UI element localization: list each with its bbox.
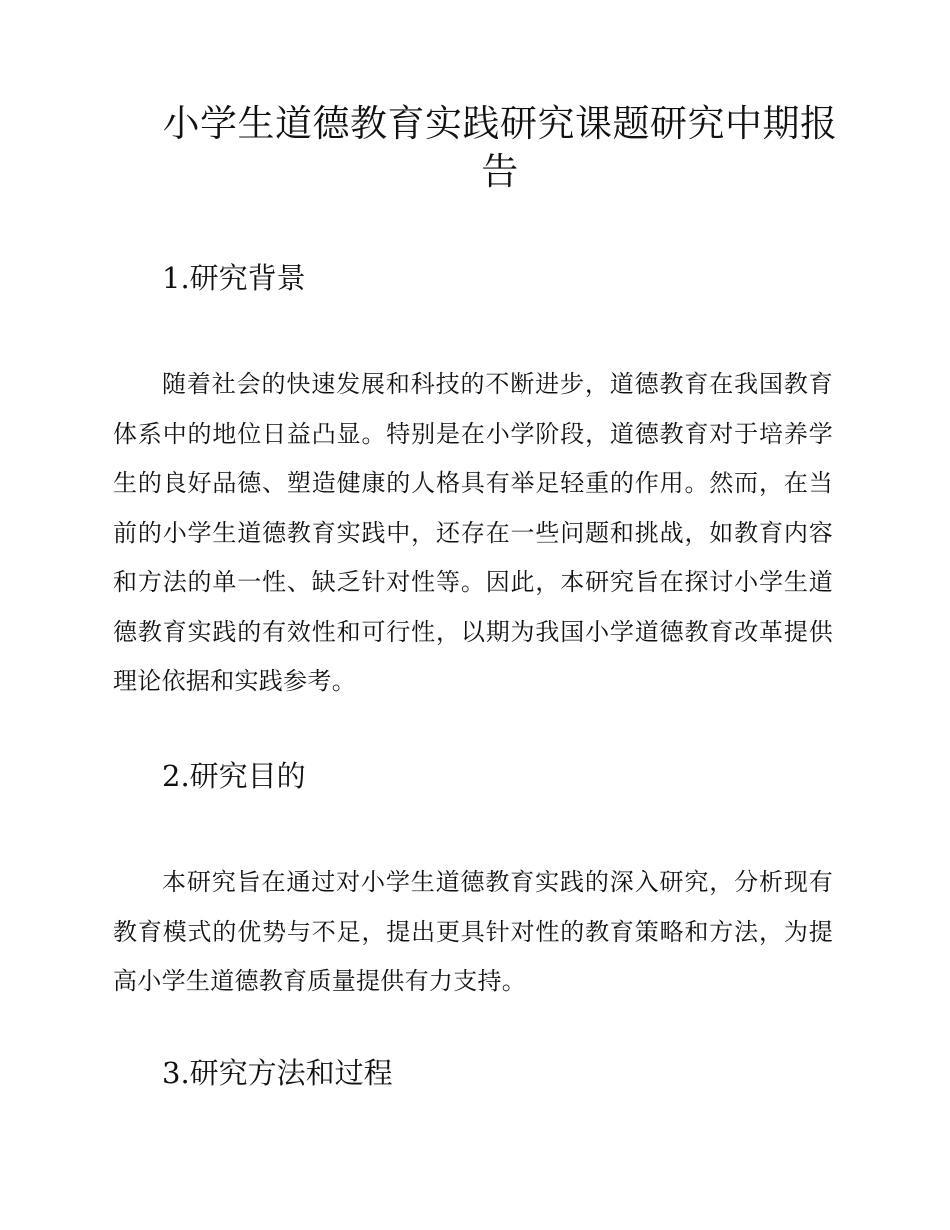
section-body-purpose: 本研究旨在通过对小学生道德教育实践的深入研究，分析现有教育模式的优势与不足，提出更具针对性的教育策略和方法，为提高小学生道德教育质量提供有力支持。 — [113, 868, 833, 995]
section-heading-purpose: 2.研究目的 — [162, 759, 306, 793]
section-heading-background: 1.研究背景 — [162, 261, 306, 295]
document-title: 小学生道德教育实践研究课题研究中期报告 — [162, 102, 838, 193]
section-body-background: 随着社会的快速发展和科技的不断进步，道德教育在我国教育体系中的地位日益凸显。特别是在小学阶段，道德教育对于培养学生的良好品德、塑造健康的人格具有举足轻重的作用。然而，在当前的小学生道德教育实践中，还存在一些问题和挑战，如教育内容和方法的单一性、缺乏针对性等。因此，本研究旨在探讨小学生道德教育实践的有效性和可行性，以期为我国小学道德教育改革提供理论依据和实践参考。 — [113, 370, 833, 695]
section-heading-method: 3.研究方法和过程 — [162, 1056, 393, 1090]
